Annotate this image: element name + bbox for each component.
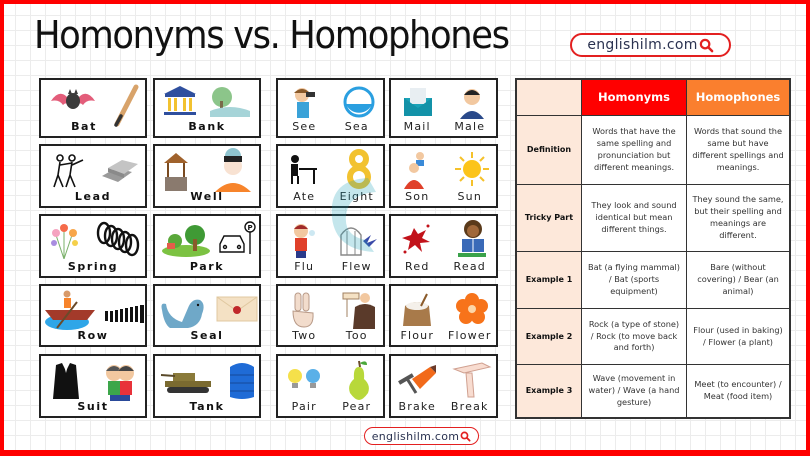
kids-suit-each-other-icon <box>99 360 141 402</box>
card-word-right: Sea <box>344 120 369 133</box>
black-suit-icon <box>51 360 81 402</box>
card-word-left: Red <box>405 260 430 273</box>
card-word-left: Two <box>292 329 317 342</box>
card-word-left: Flu <box>294 260 315 273</box>
homonym-card-seal <box>153 284 261 347</box>
row-label-definition: Definition <box>517 116 582 185</box>
homophone-card-son-sun <box>389 144 498 208</box>
card-word: Tank <box>189 400 225 413</box>
sea-icon <box>342 84 376 120</box>
search-icon <box>460 431 471 442</box>
people-leading-icon <box>49 152 87 190</box>
army-tank-icon <box>159 366 215 396</box>
card-word: Park <box>189 260 225 273</box>
row-label-example-3: Example 3 <box>517 365 582 417</box>
card-word-left: Mail <box>403 120 431 133</box>
card-word-right: Read <box>453 260 486 273</box>
red-splash-icon <box>399 220 435 258</box>
sun-icon <box>453 150 491 188</box>
birdcage-birds-flew-icon <box>336 218 380 260</box>
card-word-right: Flew <box>341 260 372 273</box>
sneezing-person-icon <box>288 220 318 260</box>
card-word: Row <box>77 329 109 342</box>
row-label-example-2: Example 2 <box>517 309 582 365</box>
brand-text: englishilm.com <box>371 429 460 443</box>
homonym-card-tank <box>153 354 261 418</box>
card-word: Well <box>190 190 224 203</box>
brake-pedal-icon <box>395 362 439 398</box>
girl-reading-icon <box>453 218 491 260</box>
cell-homonyms-example-1: Bat (a flying mammal) / Bat (sports equipment) <box>582 252 687 309</box>
card-word-left: Brake <box>398 400 437 413</box>
cell-homophones-example-3: Meet (to encounter) / Meat (food item) <box>694 379 782 401</box>
seal-animal-icon <box>157 292 211 332</box>
comparison-table <box>515 78 791 419</box>
homonym-card-row <box>39 284 147 347</box>
old-man-sign-icon <box>340 290 378 330</box>
cell-homophones-definition: Words that sound the same but have different spellings and meanings. <box>687 116 789 185</box>
river-bank-icon <box>207 84 253 120</box>
homonym-card-lead <box>39 144 147 208</box>
card-word-right: Male <box>454 120 486 133</box>
homophone-card-ate-eight <box>276 144 385 208</box>
card-word: Lead <box>74 190 112 203</box>
orange-flower-icon <box>455 292 489 326</box>
card-word-left: Son <box>405 190 430 203</box>
pear-icon <box>344 358 374 402</box>
homonym-card-well <box>153 144 261 208</box>
homophone-card-red-read <box>389 214 498 278</box>
page-title: Homonyms vs. Homophones <box>34 13 509 57</box>
row-label-tricky-part: Tricky Part <box>517 185 582 252</box>
homophone-card-brake-break <box>389 354 498 418</box>
rowing-boat-icon <box>43 288 99 332</box>
card-word: Seal <box>190 329 224 342</box>
spring-flowers-icon <box>47 220 81 260</box>
homophone-card-pair-pear <box>276 354 385 418</box>
cell-homophones-tricky-part: They sound the same, but their spelling and meanings are different. <box>687 185 789 252</box>
brand-link-top[interactable] <box>570 33 731 57</box>
number-eight-icon <box>344 148 374 192</box>
card-word-left: See <box>292 120 317 133</box>
cell-homophones-example-2: Flour (used in baking) / Flower (a plant) <box>687 309 789 365</box>
header-homophones: Homophones <box>687 80 789 116</box>
svg-text:P: P <box>247 224 253 232</box>
wax-sealed-envelope-icon <box>215 294 259 324</box>
card-word-left: Flour <box>400 329 435 342</box>
mail-envelope-icon <box>401 84 435 120</box>
homonym-card-suit <box>39 354 147 418</box>
brand-link-bottom[interactable] <box>364 427 479 445</box>
flour-sack-icon <box>399 290 435 330</box>
card-word: Suit <box>77 400 109 413</box>
row-label-example-1: Example 1 <box>517 252 582 309</box>
brand-text: englishilm.com <box>587 37 698 53</box>
water-tank-icon <box>227 358 257 402</box>
coil-spring-icon <box>95 220 141 260</box>
father-son-icon <box>399 150 435 190</box>
card-word-right: Sun <box>457 190 483 203</box>
homonym-card-bank <box>153 78 261 138</box>
bank-building-icon <box>161 84 199 118</box>
two-fingers-icon <box>288 290 318 330</box>
lead-metal-bars-icon <box>97 154 141 188</box>
card-word-right: Too <box>345 329 368 342</box>
homophone-card-mail-male <box>389 78 498 138</box>
homonym-card-bat <box>39 78 147 138</box>
homophone-card-two-too <box>276 284 385 347</box>
pair-bulbs-icon <box>282 364 326 396</box>
header-homonyms: Homonyms <box>582 80 687 116</box>
homophone-card-flu-flew <box>276 214 385 278</box>
person-eating-icon <box>286 152 320 188</box>
search-icon <box>699 38 714 53</box>
card-word: Spring <box>67 260 119 273</box>
water-well-icon <box>161 150 191 194</box>
cell-homonyms-tricky-part: They look and sound identical but mean different things. <box>582 185 687 252</box>
homophone-card-flour-flower <box>389 284 498 347</box>
male-person-icon <box>455 84 489 120</box>
card-word-right: Flower <box>447 329 492 342</box>
card-word: Bank <box>188 120 226 133</box>
cell-homonyms-example-2: Rock (a type of stone) / Rock (to move back and forth) <box>582 309 687 365</box>
car-parking-icon <box>217 220 257 258</box>
card-word-left: Ate <box>293 190 316 203</box>
card-word: Bat <box>71 120 97 133</box>
boy-binoculars-icon <box>288 84 322 120</box>
cell-homophones-example-1: Bare (without covering) / Bear (an animal) <box>687 252 789 309</box>
cell-homonyms-definition: Words that have the same spelling and pronunciation but different meanings. <box>582 116 687 185</box>
card-word-right: Eight <box>339 190 374 203</box>
feeling-well-person-icon <box>211 148 255 192</box>
green-park-icon <box>161 222 211 258</box>
cell-homonyms-example-3: Wave (movement in water) / Wave (a hand gesture) <box>582 365 687 417</box>
homophone-card-see-sea <box>276 78 385 138</box>
bat-animal-icon <box>49 86 97 116</box>
homonym-card-spring <box>39 214 147 278</box>
card-word-right: Break <box>450 400 489 413</box>
row-of-people-icon <box>103 302 145 326</box>
card-word-right: Pear <box>342 400 372 413</box>
table-corner-cell <box>517 80 582 116</box>
break-hands-icon <box>451 358 493 400</box>
card-word-left: Pair <box>291 400 317 413</box>
homonym-card-park <box>153 214 261 278</box>
